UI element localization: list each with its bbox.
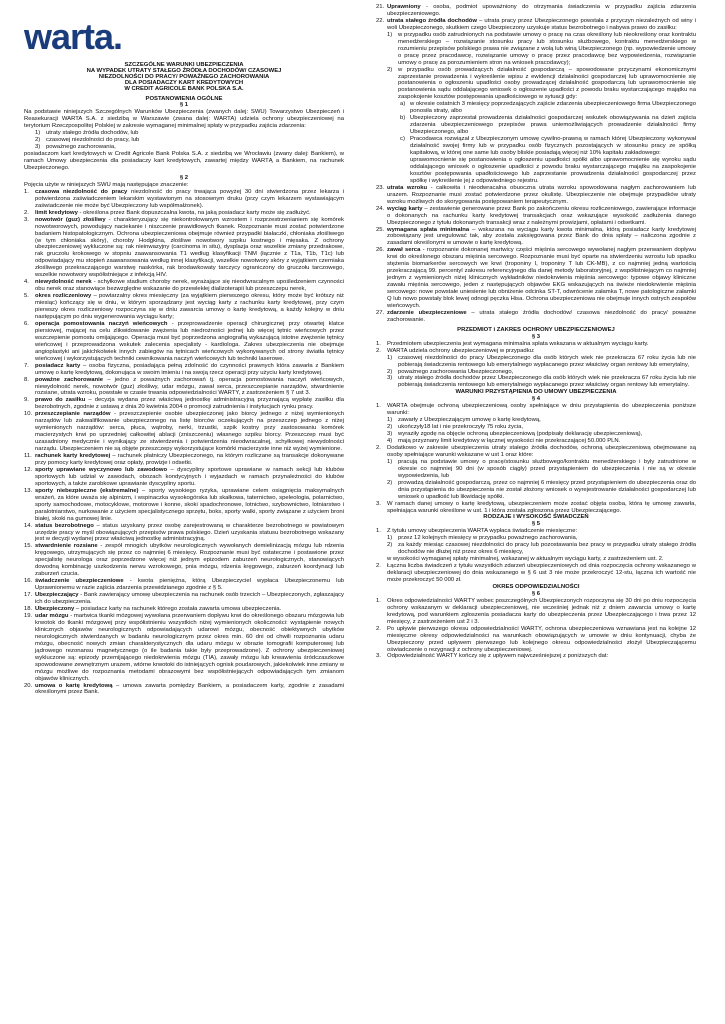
definition-item: [376, 18, 696, 32]
sub-item: [376, 424, 696, 431]
definition-item: [24, 613, 344, 683]
item-text: wyraziły zgodę na objęcie ochroną ubezpieczeniową (podpisały deklarację ubezpieczeniową),: [398, 431, 643, 438]
list-item: [376, 598, 696, 626]
list-num: 1): [35, 130, 41, 137]
definition-item: [376, 4, 696, 18]
definition-item: [24, 467, 344, 488]
definition-text: – rachunek płatniczy Ubezpieczonego, na którym rozliczane są transakcje dokonywane przy pomocy karty kredytowej oraz opłaty, prowizje i odsetki.: [35, 453, 344, 466]
item-text: Dodatkowo w zakresie ubezpieczenia utraty stałego źródła dochodów, ochroną ubezpieczeniową obejmowane są osoby spełniające warunki wskazane w ust 1 oraz które:: [387, 444, 696, 458]
definition-item: [24, 543, 344, 578]
item-num: 15.: [24, 543, 33, 550]
definition-text: - określona przez Bank dopuszczalna kwota, na jaką posiadacz karty może się zadłużyć.: [77, 209, 311, 216]
item-num: 22.: [376, 17, 385, 24]
definition-item: [24, 189, 344, 210]
sub-item: [376, 32, 696, 67]
item-num: 10.: [24, 411, 33, 418]
definition-item: [24, 523, 344, 544]
item-num: 1): [387, 535, 393, 542]
definition-text: – powtarzalny okres miesięczny (za wyjątkiem pierwszego okresu, który może być krótszy niż miesiąc) kończący się w dniu, w którym sporządzany jest wyciąg karty z rachunku karty kredytowej, przy czym pierwszy okres rozliczeniowy rozpoczyna się w dniu zawarcia umowy o kartę kredytową, a każdy kolejny w dniu następującym po dniu wygenerowania wyciągu karty;: [35, 293, 345, 320]
defined-term: zdarzenie ubezpieczeniowe: [387, 309, 467, 316]
list-item: [376, 528, 696, 535]
s1-intro: Na podstawie niniejszych Szczególnych Warunków Ubezpieczenia (zwanych dalej: SWU) Towarzystwo Ubezpieczeń i Reasekuracji WARTA S.A. z siedzibą w Warszawie (zwana dalej: WARTA) udziela ochrony ubezpieczeniowej na terytorium Rzeczpospolitej Polskiej w zakresie wymaganej minimalnej spłaty w przypadku zajścia zdarzenia:: [24, 109, 344, 130]
definition-text: – osoba fizyczna, posiadająca pełną zdolność do czynności prawnych która zawarła z Bankiem umowę o kartę kredytową, dokonująca w swoim imieniu i na swoją rzecz operacji przy użyciu karty kredytowej.: [35, 362, 344, 376]
item-num: 9.: [24, 397, 29, 404]
item-text: W ramach danej umowy o kartę kredytową, ubezpieczeniem może zostać objęta osoba, która tę umowę zawarła, spełniająca warunki określone w ust. 1 i która została zgłoszona przez Ubezpieczającego.: [387, 500, 696, 514]
item-num: 16.: [24, 578, 33, 585]
item-text: Pracodawca rozwiązał z Ubezpieczonym umowę cywilno-prawną w ramach której Ubezpieczony wykonywał działalność swojej firmy lub w przypadku osób fizycznych pozostających w stosunku pracy ze spółką kapitałową, w której one same lub osoby bliskie posiadają więcej niż 10% kapitału zakładowego:: [410, 136, 696, 157]
definition-item: [24, 293, 344, 321]
item-num: 2.: [376, 444, 381, 451]
sub-item: [376, 480, 696, 501]
sub-item: [376, 136, 696, 157]
definition-item: [376, 206, 696, 227]
defined-term: wyciąg karty: [387, 205, 423, 212]
sub-item: [376, 542, 696, 556]
item-num: 18.: [24, 606, 33, 613]
item-num: 2.: [376, 563, 381, 570]
definition-text: niezdolność do pracy trwająca powyżej 30 dni stwierdzona przez lekarza i potwierdzona zaświadczeniem lekarskim wystawionym na stosownym druku (przy czym lekarzem wystawiającym zaświadczenie nie może być Ubezpieczony lub współmałżonek).: [35, 188, 344, 209]
defined-term: stwardnienie rozsiane: [35, 543, 98, 550]
item-num: 6.: [24, 320, 29, 327]
doc-title-1: SZCZEGÓLNE WARUNKI UBEZPIECZENIA: [124, 62, 244, 68]
defined-term: przeszczepianie narządów: [35, 411, 111, 418]
defined-term: sporty niebezpieczne (ekstremalne): [35, 487, 139, 494]
sub-item: [376, 417, 696, 424]
doc-title-4: DLA POSIADACZY KART KREDYTOWYCH: [124, 79, 244, 86]
defined-term: świadczenie ubezpieczeniowe: [35, 578, 124, 585]
item-num: 2): [387, 66, 393, 73]
list-item: [376, 403, 696, 417]
item-text: WARTA obejmuje ochroną ubezpieczeniową osoby spełniające w dniu przystąpienia do ubezpieczenia poniższe warunki:: [387, 403, 696, 417]
definition-text: - przeszczepienie osobie ubezpieczonej jako biorcy jednego z niżej wymienionych narządów lub zakwalifikowanie ubezpieczonego na listę biorców oczekujących na przeszczep jednego z niżej wymienionych narządów: serca, płuca, wątroby, nerki, trzustki, szpik kostny przy zastosowaniu komórek macierzystych krwi po uprzedniej całkowitej ablacji (zniszczeniu) własnego szpiku biorcy. Przeszczep musi być uzasadniony medycznie i wynikający ze stwierdzenia i potwierdzenia nieodwracalnej, schyłkowej niewydolności narządu. Ubezpieczeniem nie są objęte przeszczepy wykorzystujące komórki macierzyste inne niż wyżej wymienione.: [35, 411, 344, 453]
item-text: Ubezpieczony zaprzestał prowadzenia działalności gospodarczej wskutek obowiązywania na dzień zajścia zdarzenia ubezpieczeniowego przepisów prawa uniemożliwiających prowadzenie działalności firmy Ubezpieczonego, albo: [410, 115, 696, 136]
item-num: 1): [387, 354, 393, 361]
list-item: [376, 563, 696, 584]
definition-text: - schyłkowe stadium choroby nerek, wyrażające się nieodwracalnym upośledzeniem czynności obu nerek oraz stanowiące bezwzględne wskazanie do przewlekłej dializoterapii lub przeszczepu nerek,: [35, 279, 344, 293]
item-num: 1.: [376, 340, 381, 347]
sub-item: [376, 459, 696, 480]
list-num: 2): [35, 137, 41, 144]
item-num: 27.: [376, 309, 385, 316]
defined-term: udar mózgu: [35, 612, 69, 619]
item-text: w przypadku osób prowadzących działalność gospodarczą – spowodowane przyczynami ekonomicznymi zaprzestanie prowadzenia i wykreślenie wpisu z ewidencji działalności gospodarczej lub uprawomocnienie się postanowienia o ogłoszeniu upadłości osoby prowadzącej działalność gospodarczą lub uprawomocnienie się postanowienia sądu oddalającego wniosek o ogłoszenie upadłości z powodu braku wystarczającego majątku na zaspokojenie kosztów postępowania upadłościowego w sytuacji gdy:: [398, 66, 696, 101]
sub-item: [376, 535, 696, 542]
s2-intro: Pojęcia użyte w niniejszych SWU mają następujące znaczenie:: [24, 181, 189, 188]
defined-term: limit kredytowy: [35, 209, 78, 216]
s6-para: § 6: [531, 590, 541, 597]
s3-heading: PRZEDMIOT i ZAKRES OCHRONY UBEZPIECZENIOWEJ: [457, 326, 615, 333]
item-text: mają przyznany limit kredytowy w łącznej wysokości nie przekraczającej 50.000 PLN.: [398, 438, 621, 444]
item-text: za każdy miesiąc czasowej niezdolności do pracy lub pozostawania bez pracy w przypadku utraty stałego źródła dochodów nie dłużej niż przez okres 6 miesięcy,: [398, 542, 696, 556]
definition-text: - całkowita i nieodwracalna obuoczna utrata wzroku spowodowana nagłym zachorowaniem lub urazem. Rozpoznanie musi zostać potwierdzone przez okulistę. Ubezpieczenie nie obejmuje przypadków utraty wzroku możliwych do skorygowania postępowaniem terapeutycznym.: [387, 184, 697, 205]
item-num: 7.: [24, 362, 29, 369]
definition-text: - zespół mnogich ubytków neurologicznych wywołanych demielinizacją mózgu lub rdzenia kręgowego, utrzymujących się przez co najmniej 6 miesięcy. Rozpoznanie musi być ostateczne i postawione przez specjalistę neurologa oraz poprzedzone więcej niż jednym epizodem zaburzeń neurologicznych, stanowiących dowodną kombinację uszkodzenia nerwu wzrokowego, pnia mózgu, rdzenia kręgowego, zaburzeń koordynacji lub zaburzeń czucia.: [35, 543, 344, 578]
definition-text: – decyzja wydana przez właściwą jednostkę administracyjną przyznającą wypłatę zasiłku dla bezrobotnych, zgodnie z ustawą z dnia 20 kwietnia 2004 o promocji zatrudnienia i instytucjach rynku pracy.: [35, 397, 344, 411]
definition-text: - charakteryzujący się niekontrolowanym wzrostem i rozprzestrzenianiem się komórek nowotworowych, powodujący naciekanie i niszczenie prawidłowych tkanek. Rozpoznanie musi zostać potwierdzone badaniem histopatologicznym. Ochrona ubezpieczeniowa obejmuje również przypadki białaczki, chłoniaka złośliwego (w tym chłoniaka skóry), choroby Hodgkina, złośliwe nowotwory szpiku kostnego i mięsaka. Z ochrony ubezpieczeniowej wykluczone są: rak nieinwazyjny (carcinoma in situ), dysplazja oraz wszelkie zmiany przedrakowe, rak gruczołu krokowego w stopniu zaawansowania T1 według klasyfikacji TNM (łącznie z T1a, T1b, T1c) lub odpowiadający mu stopień zaawansowania według innej klasyfikacji, wszelkie nowotwory skóry z wyjątkiem czerniaka złośliwego przekraczającego warstwę naskórka, rak brodawkowaty tarczycy ograniczony do gruczołu tarczowego, wszelkie nowotwory współistniejące z infekcją HIV.: [35, 216, 344, 279]
s6-heading: OKRES ODPOWIEDZIALNOŚCI: [492, 583, 580, 590]
definition-text: – utrata stałego źródła dochodów/ czasowa niezdolność do pracy/ poważne zachorowanie.: [387, 309, 696, 323]
item-num: 3.: [376, 653, 381, 660]
defined-term: poważne zachorowanie: [35, 376, 104, 383]
definition-item: [24, 592, 344, 606]
item-num: 12.: [24, 466, 33, 473]
defined-term: operacja pomostowania naczyń wieńcowych: [35, 320, 168, 327]
item-text: Odpowiedzialność WARTY kończy się z upływem najwcześniejszej z poniższych dat:: [387, 653, 609, 660]
item-text: Okres odpowiedzialności WARTY wobec poszczególnych Ubezpieczonych rozpoczyna się 30 dni po dniu rozpoczęcia ochrony wskazanym w deklaracji ubezpieczeniowej, nie wcześniej jednak niż z dniem zawarcia umowy o kartę kredytową, pod warunkiem zgłoszenia posiadacza karty do ubezpieczenia przez Ubezpieczającego i trwa przez 12 miesięcy, z zastrzeżeniem ust 2 i 3.: [387, 597, 696, 625]
definition-text: - osoba, podmiot upoważniony do otrzymania świadczenia w przypadku zajścia zdarzenia ubezpieczeniowego.: [387, 4, 696, 17]
item-text: Po upływie pierwszego okresu odpowiedzialności WARTY, ochrona ubezpieczeniowa wznawiana jest na kolejne 12 miesięczne okresy odpowiedzialności na warunkach obowiązujących w umowie w dniu kontynuacji, chyba że Ubezpieczony przed upływem pierwszego lub kolejnego okresu odpowiedzialności złożył Ubezpieczającemu oświadczenie o rezygnacji z ochrony ubezpieczeniowej.: [387, 625, 696, 653]
definition-item: [24, 578, 344, 592]
item-num: 17.: [24, 592, 33, 599]
item-num: 2): [387, 424, 393, 431]
definition-item: [24, 453, 344, 467]
item-text: Łączna liczba świadczeń z tytułu wszystkich zdarzeń ubezpieczeniowych od dnia rozpoczęcia ochrony wskazanego w deklaracji ubezpieczeniowej do dnia wskazanego w § 6 ust 3 nie może przekroczyć 12-stu, łączna ich wartość nie może przekroczyć 50 000 zł.: [387, 563, 696, 584]
list-item: utraty stałego źródła dochodów, lub: [46, 130, 139, 137]
item-text: zawarły z Ubezpieczającym umowę o kartę kredytową,: [398, 417, 541, 424]
item-num: 2.: [376, 625, 381, 632]
definition-text: - rozpoznanie dokonanej martwicy części mięśnia sercowego wywołanej nagłym przerwaniem dopływu krwi do określonego obszaru mięśnia sercowego. Rozpoznanie musi być oparte na stwierdzeniu wzrostu lub spadku stężenia biomarkerów sercowych we krwi (troponiny I, troponiny T lub CK-MB), z co najmniej jedną wartością przekraczającą 99. percentyl zakresu referencyjnego dla danej metody laboratoryjnej, z współistniejącym co najmniej jednym z wymienionych niżej klinicznych wykładników niedokrwienia mięśnia sercowego: typowe objawy kliniczne zawału mięśnia sercowego, jeden z następujących objawów EKG wskazujących na świeże niedokrwienie mięśnia sercowego: nowe powstałe uniesienie lub obniżenie odcinka ST-T, odwrócenie załamka T, nowe patologiczne załamki Q lub nowo powstały blok lewej odnogi pęczka Hisa. Ochrona ubezpieczeniowa nie obejmuje innych ostrych zespołów wieńcowych.: [387, 247, 696, 309]
left-column: [24, 62, 344, 1024]
item-text: pracują na podstawie umowy o pracę/stosunku służbowego/kontraktu menedżerskiego i były zatrudnione w okresie co najmniej 90 dni (w sposób ciągły) przed przystąpieniem do ubezpieczenia i nie są w okresie wypowiedzenia, lub: [398, 458, 696, 479]
item-num: 2): [387, 479, 393, 486]
item-num: 20.: [24, 682, 33, 689]
sub-item: [376, 67, 696, 102]
item-num: 14.: [24, 522, 33, 529]
list-item: [376, 348, 696, 355]
item-num: 11.: [24, 453, 32, 460]
item-num: b): [400, 115, 406, 122]
item-num: 2.: [376, 347, 381, 354]
sub-item: [376, 101, 696, 115]
item-text: Przedmiotem ubezpieczenia jest wymagana minimalna spłata wskazana w aktualnym wyciągu karty.: [387, 340, 649, 347]
defined-term: utrata wzroku: [387, 184, 428, 191]
item-text: przez 12 kolejnych miesięcy w przypadku poważnego zachorowania,: [398, 535, 578, 542]
item-text: w przypadku osób zatrudnionych na podstawie umowy o pracę na czas określony lub nieokreślony oraz kontraktu menedżerskiego – rozwiązanie stosunku pracy lub stosunku służbowego, kontraktu menedżerskiego w rozumieniu przepisów polskiego prawa nie związane z wolą lub winą Ubezpieczonego (np. wypowiedzenie umowy o pracę przez pracodawcę, rozwiązanie umowy o pracę przez pracodawcę bez wypowiedzenia, rozwiązanie umowy o pracę za porozumieniem stron na wniosek pracodawcy);: [398, 31, 696, 66]
warta-logo: [24, 22, 164, 52]
sub-item: [376, 115, 696, 136]
definition-text: – status uzyskany przez osobę zarejestrowaną w charakterze bezrobotnego w powiatowym urzędzie pracy w myśl obowiązujących przepisów prawa polskiego. Dzień uzyskania statusu bezrobotnego wskazany jest w decyzji wydanej przez właściwą jednostkę administracyjną.: [35, 522, 344, 543]
item-text: ukończyły18 lat i nie przekroczyły 75 roku życia,: [398, 424, 524, 431]
defined-term: posiadacz karty: [35, 362, 81, 369]
item-num: 23.: [376, 184, 385, 191]
s1-heading: POSTANOWIENIA OGÓLNE: [145, 95, 223, 102]
defined-term: status bezrobotnego: [35, 522, 94, 529]
definition-text: – umowa zawarta pomiędzy Bankiem, a posiadaczem karty, zgodnie z zasadami określonymi przez Bank.: [35, 682, 344, 696]
item-num: 26.: [376, 247, 385, 254]
item-num: a): [400, 101, 406, 108]
item-num: 19.: [24, 612, 33, 619]
definition-item: [376, 310, 696, 324]
list-item: [376, 653, 696, 660]
definition-text: - przeprowadzenie operacji chirurgicznej przy otwartej klatce piersiowej, mającej na celu zlikwidowanie zwężenia lub niedrożności jednej lub więcej tętnic wieńcowych przez wszczepienie pomostu omijającego. Operacja musi być poprzedzona angiografią wykazującą istotne zwężenie tętnicy wieńcowej i przeprowadzona wskutek zalecenia specjalisty - kardiologa. Zakres ubezpieczenia nie obejmuje angioplastyki ani jakichkolwiek innych zabiegów na tętnicach wieńcowych wykonywanych od strony światła tętnicy wieńcowej i wykorzystujących techniki cewnikowania naczyń wieńcowych lub techniki laserowe.: [35, 320, 344, 362]
definition-item: [24, 321, 344, 363]
item-num: 24.: [376, 205, 385, 212]
item-num: 4): [387, 438, 393, 444]
item-num: 1.: [24, 188, 29, 195]
list-item: [376, 341, 696, 348]
item-num: 1): [387, 31, 393, 38]
item-num: 3): [387, 431, 393, 438]
definitions-list-cont: [376, 4, 696, 324]
item-num: 1.: [376, 403, 381, 410]
s4-para: § 4: [531, 396, 541, 403]
definition-item: [24, 217, 344, 280]
definition-text: – jedno z poważnych zachorowań tj. operacja pomostowania naczyń wieńcowych, niewydolność nerek, nowotwór (guz) złośliwy, udar mózgu, zawał serca, przeszczepianie narządów, stwardnienie rozsiane, utrata wzroku, powstałe w czasie trwania odpowiedzialności WARTY, z zastrzeżeniem § 7 ust 3.: [35, 376, 344, 397]
defined-term: wymagana spłata minimalna: [387, 226, 470, 233]
s2-para: § 2: [179, 174, 189, 181]
item-num: 13.: [24, 487, 33, 494]
definition-text: – utrata pracy przez Ubezpieczonego powstała z przyczyn niezależnych od winy i woli Ubezpieczonego, skutkiem czego Ubezpieczony uzyskuje status bezrobotnego i nabywa prawo do zasiłku:: [387, 17, 696, 31]
list-item: [376, 626, 696, 654]
list-item: poważnego zachorowania,: [46, 144, 116, 151]
sub-item: [376, 375, 696, 389]
definition-item: [24, 606, 344, 613]
s1-para: § 1: [179, 102, 189, 109]
definition-item: [24, 210, 344, 217]
item-num: 4.: [24, 279, 29, 286]
defined-term: Ubezpieczony: [35, 606, 75, 613]
definition-item: [376, 185, 696, 206]
defined-term: prawo do zasiłku: [35, 397, 86, 404]
item-num: 21.: [376, 4, 385, 10]
definition-item: [376, 247, 696, 310]
s3-para: § 3: [531, 333, 541, 340]
s1-outro: posiadaczom kart kredytowych w Credit Agricole Bank Polska S.A. z siedzibą we Wrocławiu (zwany dalej: Bankiem), w ramach Umowy ubezpieczenia dla posiadaczy kart kredytowych, zawartej między WARTĄ a Bankiem, na rachunek Ubezpieczonego.: [24, 151, 344, 172]
defined-term: Uprawniony: [387, 4, 421, 10]
item-num: 5.: [24, 293, 29, 300]
list-num: 3): [35, 144, 41, 151]
definition-item: [24, 397, 344, 411]
doc-title-2: NA WYPADEK UTRATY STAŁEGO ŹRÓDŁA DOCHODÓW/ CZASOWEJ: [86, 67, 282, 74]
definition-item: [376, 227, 696, 248]
definition-item: [24, 377, 344, 398]
list-item: czasowej niezdolności do pracy, lub: [46, 137, 140, 144]
definition-text: – dyscypliny sportowe uprawiane w ramach sekcji lub klubów sportowych lub udział w zawodach, obozach kondycyjnych i wyjazdach w ramach przynależności do klubów sportowych, a także zarobkowe uprawianie dyscypliny sportu.: [35, 466, 344, 487]
doc-title-3: NIEZDOLNOŚCI DO PRACY/ POWAŻNEGO ZACHOROWANIA: [98, 73, 270, 80]
definition-text: - kwota pieniężna, którą Ubezpieczyciel wypłaca Ubezpieczonemu lub Uprawnionemu w razie zajścia zdarzenia przewidzianego zgodnie z § 5.: [35, 578, 344, 592]
item-continuation: [376, 556, 696, 563]
defined-term: czasowa niezdolność do pracy: [35, 188, 128, 195]
sub-item: [376, 355, 696, 369]
item-num: 2): [387, 368, 393, 375]
defined-term: niewydolność nerek: [35, 279, 92, 286]
item-num: 1.: [376, 528, 381, 535]
defined-term: okres rozliczeniowy: [35, 293, 92, 300]
defined-term: rachunek karty kredytowej: [35, 453, 111, 460]
defined-term: sporty uprawiane wyczynowo lub zawodowo: [35, 466, 168, 473]
item-num: 2.: [24, 209, 29, 216]
defined-term: utrata stałego źródła dochodów: [387, 17, 477, 24]
s5-para: § 5: [531, 521, 541, 528]
definition-item: [24, 279, 344, 293]
logo-text: warta.: [24, 22, 123, 52]
sub-item: [376, 369, 696, 376]
item-num: 25.: [376, 226, 385, 233]
definition-item: [24, 683, 344, 697]
defined-term: zawał serca: [387, 247, 421, 254]
item-num: c): [400, 136, 405, 143]
item-num: 3.: [376, 500, 381, 507]
definition-text: – wskazana na wyciągu karty kwota minimalna, którą posiadacz karty kredytowej zobowiązany jest uregulować tak, aby została zaksięgowana przez Bank do dnia spłaty – naliczona zgodnie z zasadami określonymi w umowie o kartę kredytową.: [387, 226, 696, 247]
definition-text: – posiadacz karty na rachunek którego została zawarta umowa ubezpieczenia.: [74, 606, 282, 613]
definitions-list: [24, 189, 344, 697]
right-column: [376, 4, 696, 1024]
item-num: 1.: [376, 597, 381, 604]
item-text: utraty stałego źródła dochodów przez Ubezpieczonego dla osób których wiek nie przekracza 67 roku życia lub nie pobierają świadczenia rentowego lub emerytalnego wypłacanego przez właściwy organ rentowy lub emerytalny.: [398, 375, 696, 389]
list-item: [376, 445, 696, 459]
definition-item: [24, 488, 344, 523]
item-num: 3.: [24, 216, 29, 223]
definition-item: [24, 363, 344, 377]
defined-term: Ubezpieczający: [35, 592, 79, 599]
item-text: poważnego zachorowania Ubezpieczonego,: [398, 368, 514, 375]
definition-text: - Bank zawierający umowę ubezpieczenia na rachunek osób trzecich – Ubezpieczonych, zgłaszający ich do ubezpieczenia.: [35, 592, 344, 606]
item-num: 1): [387, 417, 393, 424]
s4-heading: WARUNKI PRZYSTĄPIENIA DO UMOWY UBEZPIECZENIA: [455, 389, 617, 396]
s5-heading: RODZAJE I WYSOKOŚĆ ŚWIADCZEŃ: [483, 514, 589, 521]
definition-text: – sporty wysokiego ryzyka, uprawiane celem osiągnięcia maksymalnych wrażeń, za które uważa się alpinizm, i wspinaczka wysokogórska lub skałkowa, taternictwo, speleologia, polarnictwo, sporty samochodowe, motocyklowe, motorowe i konne, skoki spadochronowe, lotnictwo, szybownictwo, lotniarstwo i paralotniarstwo, nurkowanie z użyciem specjalistycznego sprzętu, boks, sporty walki, sporty związane z użyciem broni białej, skoki na gumowej linie.: [35, 487, 344, 522]
item-text: prowadzą działalność gospodarczą, przez co najmniej 6 miesięcy przed przystąpieniem do ubezpieczenia oraz do dnia przystąpienia do ubezpieczenia nie został złożony wniosek o wyrejestrowanie działalności gospodarczej lub wniosek o upadłość lub likwidację spółki.: [398, 479, 696, 500]
list-item: [376, 501, 696, 515]
defined-term: umowa o kartę kredytową: [35, 682, 113, 689]
sub-item: [376, 431, 696, 438]
item-num: 8.: [24, 376, 29, 383]
item-text: w okresie ostatnich 3 miesięcy poprzedzających zajście zdarzenia ubezpieczeniowego firma Ubezpieczonego ponosiła straty, albo: [410, 101, 696, 115]
definition-text: - martwica tkanki mózgowej wywołana przerwaniem dopływu krwi do określonego obszaru mózgowia lub krwotok do tkanki mózgowej przy współistnieniu wszystkich niżej wymienionych okoliczności: wystąpienie nowych klinicznych objawów neurologicznych odpowiadających udarowi mózgu, obecność obiektywnych ubytków neurologicznych stwierdzanych w badaniu neurologicznym przez okres min. 60 dni od chwili rozpoznania udaru mózgu, obecność nowych zmian charakterystycznych dla udaru mózgu w obrazie tomografii komputerowej lub jądrowego rezonansu magnetycznego (o ile badania takie były przeprowadzone). Z ochrony ubezpieczeniowej wykluczone są: epizody przemijającego niedokrwienia mózgu (TIA), zawały mózgu lub krwawienia śródczaszkowe spowodowane zewnętrznym urazem, wtórne krwotoki do istniejących ognisk poudarowych, jakiekolwiek inne zmiany w mózgu możliwe do rozpoznania metodami obrazowymi bez współistniejących odpowiadających tym zmianom objawów klinicznych.: [35, 612, 344, 682]
doc-title-5: W CREDIT AGRICOLE BANK POLSKA S.A.: [124, 85, 244, 92]
item-text: Z tytułu umowy ubezpieczenia WARTA wypłaca świadczenie miesięczne:: [387, 528, 578, 535]
item-text: w wysokości wymaganej spłaty minimalnej, wskazanej w aktualnym wyciągu karty, z zastrzeżeniem ust. 2.: [387, 556, 664, 563]
sub-item-continuation: uprawomocnienie się postanowienia o ogłoszeniu upadłości spółki albo uprawomocnienie się wyroku sądu oddalającego wniosek o ogłoszenie upadłości z powodu braku wystarczającego majątku na zaspokojenie kosztów postępowania upadłościowego lub zaprzestanie prowadzenia działalności gospodarczej przez spółkę i wykreślenie jej z odpowiedniego rejestru.: [410, 156, 696, 184]
item-text: czasowej niezdolności do pracy Ubezpieczonego dla osób których wiek nie przekracza 67 roku życia lub nie pobierają świadczenia rentowego lub emerytalnego wypłacanego przez właściwy organ rentowy lub emerytalny,: [398, 354, 696, 368]
sub-item: [376, 438, 696, 445]
item-text: WARTA udziela ochrony ubezpieczeniowej w przypadku:: [387, 347, 535, 354]
item-num: 3): [387, 375, 393, 382]
item-num: 2): [387, 542, 393, 549]
definition-text: – zestawienie generowane przez Bank po zakończeniu okresu rozliczeniowego, zawierające informacje o dokonanych na rachunku karty kredytowej transakcjach oraz wskazujące wysokość zadłużenia danego Ubezpieczonego z tytułu dokonanych transakcji wraz z należnymi prowizjami, opłatami i odsetkami.: [387, 205, 696, 226]
item-num: 1): [387, 458, 393, 465]
defined-term: nowotwór (guz) złośliwy: [35, 216, 106, 223]
definition-item: [24, 411, 344, 453]
